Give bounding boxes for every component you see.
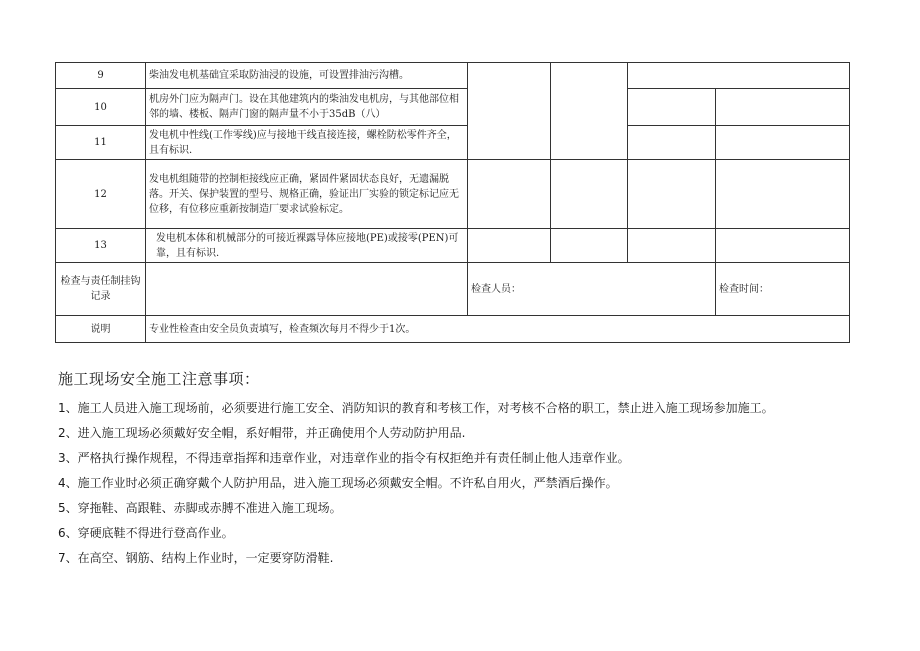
empty-cell bbox=[716, 160, 850, 229]
table-row bbox=[56, 63, 850, 89]
empty-cell bbox=[468, 229, 551, 263]
safety-rules-list bbox=[58, 400, 858, 575]
note-label: 说明 bbox=[56, 316, 146, 343]
empty-cell bbox=[628, 63, 850, 89]
empty-cell bbox=[468, 63, 551, 160]
list-item: 6、穿硬底鞋不得进行登高作业。 bbox=[58, 526, 234, 540]
empty-cell bbox=[551, 160, 628, 229]
record-value bbox=[146, 263, 468, 316]
list-item: 4、施工作业时必须正确穿戴个人防护用品，进入施工现场必须戴安全帽。不许私自用火，严禁酒后操作。 bbox=[58, 476, 618, 490]
row-number: 12 bbox=[56, 160, 146, 229]
section-title: 施工现场安全施工注意事项： bbox=[58, 370, 260, 388]
note-text: 专业性检查由安全员负责填写，检查频次每月不得少于1次。 bbox=[146, 316, 850, 343]
row-number: 11 bbox=[56, 126, 146, 160]
row-number: 10 bbox=[56, 89, 146, 126]
inspector-field: 检查人员： bbox=[468, 263, 716, 316]
list-item: 5、穿拖鞋、高跟鞋、赤脚或赤膊不准进入施工现场。 bbox=[58, 501, 342, 515]
list-item: 2、进入施工现场必须戴好安全帽，系好帽带，并正确使用个人劳动防护用品. bbox=[58, 426, 466, 440]
row-content: 发电机中性线(工作零线)应与接地干线直接连接，螺栓防松零件齐全，且有标识. bbox=[146, 126, 468, 160]
row-content: 柴油发电机基础宜采取防油浸的设施，可设置排油污沟槽。 bbox=[146, 63, 468, 89]
note-row bbox=[56, 316, 850, 343]
list-item: 7、在高空、钢筋、结构上作业时，一定要穿防滑鞋. bbox=[58, 551, 334, 565]
empty-cell bbox=[628, 229, 716, 263]
table-row bbox=[56, 229, 850, 263]
list-item: 3、严格执行操作规程，不得违章指挥和违章作业，对违章作业的指令有权拒绝并有责任制止他人违章作业。 bbox=[58, 451, 630, 465]
list-item: 1、施工人员进入施工现场前，必须要进行施工安全、消防知识的教育和考核工作，对考核不合格的职工，禁止进入施工现场参加施工。 bbox=[58, 401, 774, 415]
empty-cell bbox=[716, 89, 850, 126]
time-field: 检查时间： bbox=[716, 263, 850, 316]
table-row bbox=[56, 160, 850, 229]
empty-cell bbox=[628, 160, 716, 229]
row-content: 机房外门应为隔声门。设在其他建筑内的柴油发电机房，与其他部位相邻的墙、楼板、隔声门窗的隔声量不小于35dB（八） bbox=[146, 89, 468, 126]
empty-cell bbox=[551, 63, 628, 160]
inspection-table bbox=[55, 62, 850, 343]
row-content: 发电机组随带的控制柜接线应正确，紧固件紧固状态良好，无遗漏脱落。开关、保护装置的型号、规格正确，验证出厂实验的锁定标记应无位移，有位移应重新按制造厂要求试验标定。 bbox=[146, 160, 468, 229]
table-row bbox=[56, 126, 850, 160]
row-number: 9 bbox=[56, 63, 146, 89]
empty-cell bbox=[628, 89, 716, 126]
row-number: 13 bbox=[56, 229, 146, 263]
row-content: 发电机本体和机械部分的可接近裸露导体应接地(PE)或接零(PEN)可靠，且有标识. bbox=[146, 229, 468, 263]
table-row bbox=[56, 89, 850, 126]
empty-cell bbox=[716, 126, 850, 160]
empty-cell bbox=[716, 229, 850, 263]
empty-cell bbox=[468, 160, 551, 229]
empty-cell bbox=[551, 229, 628, 263]
record-label: 检查与责任制挂钩记录 bbox=[56, 263, 146, 316]
empty-cell bbox=[628, 126, 716, 160]
record-row bbox=[56, 263, 850, 316]
